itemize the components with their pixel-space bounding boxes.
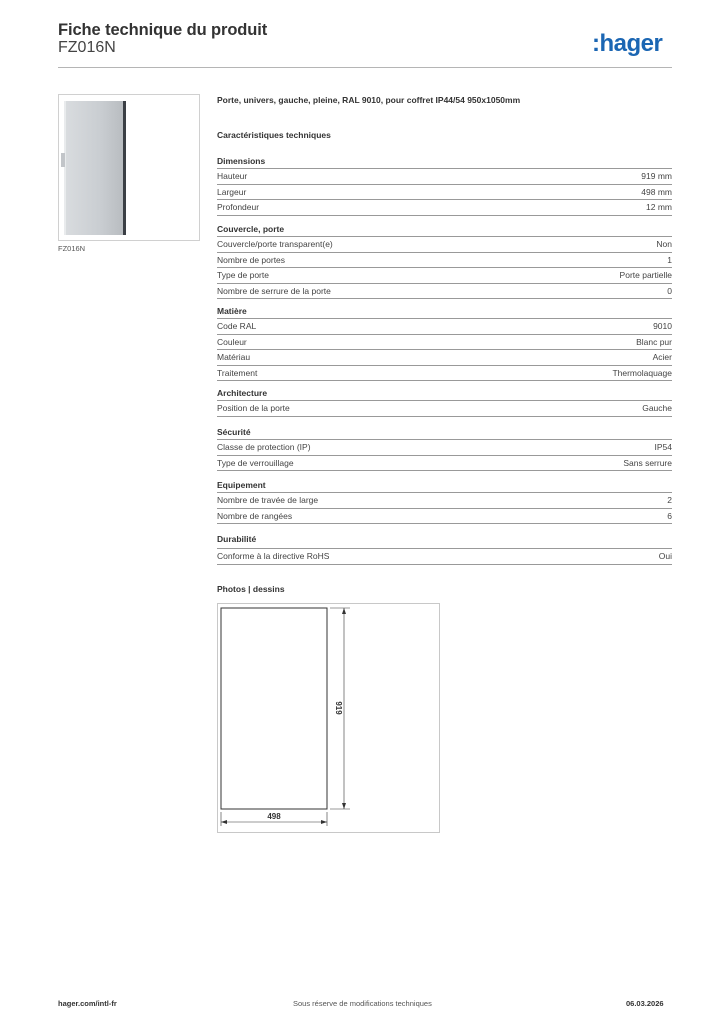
spec-label: Profondeur: [217, 202, 260, 212]
spec-value: 498 mm: [641, 186, 672, 197]
spec-label: Hauteur: [217, 171, 248, 181]
spec-label: Largeur: [217, 186, 247, 197]
characteristics-heading: Caractéristiques techniques: [217, 130, 331, 140]
spec-row: [217, 319, 672, 335]
photos-title: Photos | dessins: [217, 584, 285, 594]
footer-website: hager.com/intl-fr: [58, 999, 117, 1008]
spec-value: Thermolaquage: [612, 367, 672, 378]
spec-row: [217, 237, 672, 253]
spec-row: [217, 268, 672, 284]
spec-value: Oui: [658, 551, 672, 561]
section-matiere: [217, 305, 672, 381]
spec-value: 1: [667, 254, 672, 265]
spec-label: Nombre de portes: [217, 254, 286, 265]
spec-row: [217, 509, 672, 525]
page-title: Fiche technique du produit: [58, 21, 268, 39]
section-dimensions: [217, 155, 672, 216]
spec-row: [217, 366, 672, 382]
hager-logo: [592, 30, 662, 58]
spec-value: 919 mm: [641, 171, 672, 181]
spec-value: 2: [667, 495, 672, 505]
spec-label: Classe de protection (IP): [217, 442, 311, 452]
door-outline: [221, 608, 327, 809]
spec-value: 9010: [653, 321, 672, 331]
spec-value: Acier: [652, 352, 672, 362]
spec-row: [217, 493, 672, 509]
spec-value: 0: [667, 285, 672, 296]
section-title: Dimensions: [217, 155, 672, 169]
spec-value: Blanc pur: [636, 336, 672, 347]
spec-value: Porte partielle: [619, 270, 672, 280]
section-securite: [217, 426, 672, 471]
section-architecture: [217, 387, 672, 417]
section-title: Durabilité: [217, 533, 672, 549]
spec-row: [217, 350, 672, 366]
spec-value: 12 mm: [646, 202, 672, 212]
spec-value: 6: [667, 510, 672, 521]
dimension-drawing: [218, 604, 439, 832]
product-thumbnail: [58, 94, 200, 241]
hager-logo-text: :hager: [592, 30, 663, 57]
spec-label: Traitement: [217, 367, 258, 378]
product-description: Porte, univers, gauche, pleine, RAL 9010, pour coffret IP44/54 950x1050mm: [217, 95, 521, 105]
product-code: FZ016N: [58, 39, 116, 56]
spec-label: Type de porte: [217, 270, 269, 280]
section-title: Matière: [217, 305, 672, 319]
spec-label: Type de verrouillage: [217, 457, 294, 468]
spec-row: [217, 335, 672, 351]
spec-value: Gauche: [642, 403, 672, 413]
header-divider: [58, 67, 672, 68]
spec-label: Nombre de rangées: [217, 510, 293, 521]
spec-label: Position de la porte: [217, 403, 290, 413]
spec-row: [217, 169, 672, 185]
spec-row: [217, 284, 672, 300]
spec-label: Nombre de travée de large: [217, 495, 319, 505]
spec-label: Matériau: [217, 352, 251, 362]
spec-label: Nombre de serrure de la porte: [217, 285, 331, 296]
footer-date: 06.03.2026: [626, 999, 664, 1008]
spec-value: Sans serrure: [623, 457, 672, 468]
spec-row: [217, 401, 672, 417]
section-title: Equipement: [217, 479, 672, 493]
section-title: Sécurité: [217, 426, 672, 440]
section-title: Couvercle, porte: [217, 223, 672, 237]
section-couvercle-porte: [217, 223, 672, 299]
spec-row: [217, 440, 672, 456]
footer-disclaimer: Sous réserve de modifications techniques: [293, 999, 432, 1008]
door-thumbnail-image: [59, 95, 199, 240]
spec-label: Couvercle/porte transparent(e): [217, 239, 333, 249]
spec-row: [217, 200, 672, 216]
spec-row: [217, 456, 672, 472]
section-durabilite: [217, 533, 672, 565]
spec-row: [217, 253, 672, 269]
spec-row: [217, 549, 672, 565]
section-equipement: [217, 479, 672, 524]
spec-row: [217, 185, 672, 201]
spec-label: Conforme à la directive RoHS: [217, 551, 330, 561]
spec-value: IP54: [654, 442, 672, 452]
thumbnail-caption: FZ016N: [58, 244, 86, 253]
width-dimension-label: 498: [267, 812, 281, 821]
spec-label: Couleur: [217, 336, 247, 347]
technical-drawing: [217, 603, 440, 833]
section-title: Architecture: [217, 387, 672, 401]
height-dimension-label: 919: [334, 701, 343, 715]
spec-label: Code RAL: [217, 321, 257, 331]
spec-value: Non: [656, 239, 672, 249]
